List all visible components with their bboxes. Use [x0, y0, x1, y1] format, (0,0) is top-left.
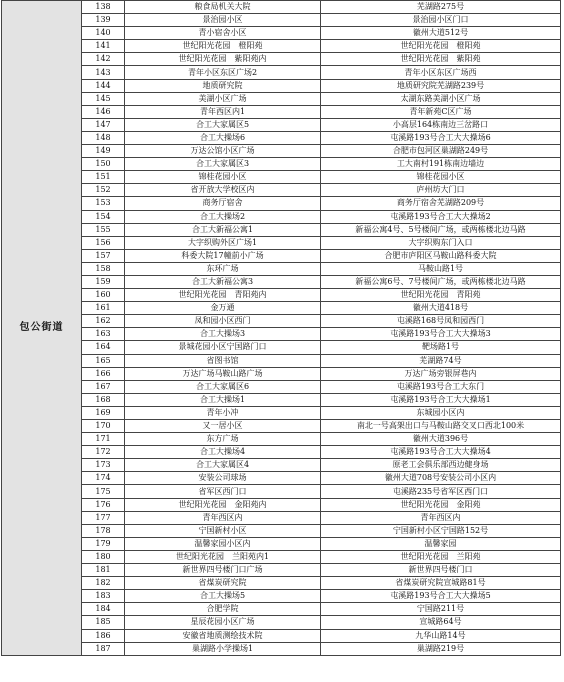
address-cell: 屯溪路193号合工大大操场6: [321, 131, 561, 144]
row-number-cell: 141: [82, 40, 125, 53]
address-cell: 屯溪路235号省军区西门口: [321, 485, 561, 498]
row-number-cell: 155: [82, 223, 125, 236]
row-number-cell: 179: [82, 537, 125, 550]
address-cell: 徽州大道512号: [321, 27, 561, 40]
table-row: [2, 158, 561, 171]
table-row: [2, 27, 561, 40]
row-number-cell: 168: [82, 393, 125, 406]
row-number-cell: 183: [82, 590, 125, 603]
table-row: [2, 485, 561, 498]
address-cell: 靶场路1号: [321, 341, 561, 354]
row-number-cell: 175: [82, 485, 125, 498]
address-cell: 巢湖路219号: [321, 642, 561, 655]
row-number-cell: 152: [82, 184, 125, 197]
table-row: [2, 145, 561, 158]
address-cell: 徽州大道708号安装公司小区内: [321, 472, 561, 485]
row-number-cell: 142: [82, 53, 125, 66]
address-cell: 工大南村191栋南边墙边: [321, 158, 561, 171]
address-cell: 屯溪路193号合工大大操场1: [321, 393, 561, 406]
place-name-cell: 合工大家属区3: [125, 158, 321, 171]
row-number-cell: 138: [82, 1, 125, 14]
row-number-cell: 172: [82, 446, 125, 459]
place-name-cell: 锦桂花园小区: [125, 171, 321, 184]
address-cell: 世纪阳光花园 青阳苑: [321, 289, 561, 302]
place-name-cell: 省图书馆: [125, 354, 321, 367]
row-number-cell: 160: [82, 289, 125, 302]
place-name-cell: 巢湖路小学操场1: [125, 642, 321, 655]
table-row: [2, 564, 561, 577]
table-row: [2, 498, 561, 511]
address-cell: 屯溪路193号合工大大操场4: [321, 446, 561, 459]
place-name-cell: 东环广场: [125, 262, 321, 275]
address-cell: 九华山路14号: [321, 629, 561, 642]
place-name-cell: 青年小冲: [125, 406, 321, 419]
address-cell: 宣城路64号: [321, 616, 561, 629]
table-row: [2, 537, 561, 550]
table-row: [2, 118, 561, 131]
address-cell: 商务厅宿舍芜湖路209号: [321, 197, 561, 210]
table-row: [2, 79, 561, 92]
address-cell: 景治园小区门口: [321, 14, 561, 27]
row-number-cell: 154: [82, 210, 125, 223]
place-name-cell: 万达广场马鞍山路广场: [125, 367, 321, 380]
table-row: [2, 197, 561, 210]
place-name-cell: 青小宿舍小区: [125, 27, 321, 40]
row-number-cell: 185: [82, 616, 125, 629]
table-row: [2, 642, 561, 655]
place-name-cell: 合工大操场6: [125, 131, 321, 144]
place-name-cell: 粮食局机关大院: [125, 1, 321, 14]
address-cell: 马鞍山路1号: [321, 262, 561, 275]
table-row: [2, 328, 561, 341]
row-number-cell: 139: [82, 14, 125, 27]
place-name-cell: 又一居小区: [125, 420, 321, 433]
place-name-cell: 省开放大学校区内: [125, 184, 321, 197]
place-name-cell: 宁国新村小区: [125, 524, 321, 537]
address-cell: 青年西区内: [321, 511, 561, 524]
place-name-cell: 凤和园小区西门: [125, 315, 321, 328]
address-cell: 温馨家园: [321, 537, 561, 550]
table-row: [2, 550, 561, 563]
row-number-cell: 170: [82, 420, 125, 433]
row-number-cell: 157: [82, 249, 125, 262]
address-cell: 徽州大道396号: [321, 433, 561, 446]
table-row: [2, 105, 561, 118]
row-number-cell: 178: [82, 524, 125, 537]
place-name-cell: 世纪阳光花园 青阳苑内: [125, 289, 321, 302]
row-number-cell: 161: [82, 302, 125, 315]
table-row: [2, 249, 561, 262]
address-cell: 青年小区东区广场西: [321, 66, 561, 79]
table-row: [2, 433, 561, 446]
table-row: [2, 131, 561, 144]
place-name-cell: 合工大新福公寓1: [125, 223, 321, 236]
table-row: [2, 53, 561, 66]
address-cell: 新福公寓4号、5号楼间广场，或两栋楼北边马路: [321, 223, 561, 236]
table-row: [2, 511, 561, 524]
table-row: [2, 629, 561, 642]
place-name-cell: 合工大操场2: [125, 210, 321, 223]
table-row: [2, 262, 561, 275]
table-row: [2, 603, 561, 616]
address-cell: 芜湖路74号: [321, 354, 561, 367]
row-number-cell: 166: [82, 367, 125, 380]
row-number-cell: 146: [82, 105, 125, 118]
row-number-cell: 156: [82, 236, 125, 249]
place-name-cell: 美湖小区广场: [125, 92, 321, 105]
address-cell: 世纪阳光花园 橙阳苑: [321, 40, 561, 53]
address-cell: 屯溪路193号合工大大操场2: [321, 210, 561, 223]
table-row: [2, 223, 561, 236]
table-row: [2, 524, 561, 537]
row-number-cell: 151: [82, 171, 125, 184]
row-number-cell: 163: [82, 328, 125, 341]
place-name-cell: 安徽省地质测绘技术院: [125, 629, 321, 642]
table-row: [2, 472, 561, 485]
address-cell: 世纪阳光花园 兰阳苑: [321, 550, 561, 563]
table-row: [2, 367, 561, 380]
address-cell: 南北一号高架出口与马鞍山路交叉口西北100米: [321, 420, 561, 433]
address-cell: 徽州大道418号: [321, 302, 561, 315]
address-cell: 锦桂花园小区: [321, 171, 561, 184]
place-name-cell: 景治园小区: [125, 14, 321, 27]
place-name-cell: 省煤炭研究院: [125, 577, 321, 590]
table-row: [2, 275, 561, 288]
table-row: [2, 210, 561, 223]
address-cell: 地质研究院芜湖路239号: [321, 79, 561, 92]
table-row: [2, 236, 561, 249]
table-row: [2, 184, 561, 197]
row-number-cell: 171: [82, 433, 125, 446]
address-cell: 屯溪路168号凤和园西门: [321, 315, 561, 328]
location-table: [1, 0, 561, 656]
address-cell: 合肥市庐阳区马鞍山路科委大院: [321, 249, 561, 262]
row-number-cell: 186: [82, 629, 125, 642]
table-row: [2, 341, 561, 354]
row-number-cell: 181: [82, 564, 125, 577]
place-name-cell: 东方广场: [125, 433, 321, 446]
row-number-cell: 180: [82, 550, 125, 563]
table-row: [2, 406, 561, 419]
place-name-cell: 万达公馆小区广场: [125, 145, 321, 158]
row-number-cell: 140: [82, 27, 125, 40]
place-name-cell: 青年西区内1: [125, 105, 321, 118]
table-row: [2, 459, 561, 472]
place-name-cell: 合工大家属区6: [125, 380, 321, 393]
row-number-cell: 174: [82, 472, 125, 485]
place-name-cell: 金万通: [125, 302, 321, 315]
address-cell: 庐州坊大门口: [321, 184, 561, 197]
place-name-cell: 青年西区内: [125, 511, 321, 524]
table-row: [2, 420, 561, 433]
place-name-cell: 青年小区东区广场2: [125, 66, 321, 79]
place-name-cell: 合工大家属区4: [125, 459, 321, 472]
row-number-cell: 150: [82, 158, 125, 171]
place-name-cell: 合工大操场4: [125, 446, 321, 459]
row-number-cell: 177: [82, 511, 125, 524]
address-cell: 大字织购东门入口: [321, 236, 561, 249]
address-cell: 万达广场旁银屏巷内: [321, 367, 561, 380]
row-number-cell: 158: [82, 262, 125, 275]
address-cell: 宁国路211号: [321, 603, 561, 616]
row-number-cell: 184: [82, 603, 125, 616]
row-number-cell: 165: [82, 354, 125, 367]
table-row: [2, 380, 561, 393]
table-row: [2, 14, 561, 27]
row-number-cell: 145: [82, 92, 125, 105]
place-name-cell: 科委大院17幢前小广场: [125, 249, 321, 262]
table-row: [2, 171, 561, 184]
address-cell: 太湖东路美湖小区广场: [321, 92, 561, 105]
place-name-cell: 世纪阳光花园 金阳苑内: [125, 498, 321, 511]
place-name-cell: 商务厅宿舍: [125, 197, 321, 210]
row-number-cell: 162: [82, 315, 125, 328]
address-cell: 世纪阳光花园 紫阳苑: [321, 53, 561, 66]
address-cell: 省煤炭研究院宣城路81号: [321, 577, 561, 590]
place-name-cell: 世纪阳光花园 兰阳苑内1: [125, 550, 321, 563]
address-cell: 小高层164栋南边三岔路口: [321, 118, 561, 131]
place-name-cell: 新世界四号楼门口广场: [125, 564, 321, 577]
address-cell: 新世界四号楼门口: [321, 564, 561, 577]
row-number-cell: 167: [82, 380, 125, 393]
district-cell: 包公街道: [2, 1, 82, 656]
address-cell: 原老工会俱乐部西边健身场: [321, 459, 561, 472]
address-cell: 东城园小区内: [321, 406, 561, 419]
table-row: [2, 66, 561, 79]
table-row: [2, 590, 561, 603]
address-cell: 青年新苑C区广场: [321, 105, 561, 118]
row-number-cell: 173: [82, 459, 125, 472]
place-name-cell: 合工大操场1: [125, 393, 321, 406]
table-row: [2, 302, 561, 315]
table-row: [2, 446, 561, 459]
address-cell: 屯溪路193号合工大东门: [321, 380, 561, 393]
table-row: [2, 577, 561, 590]
place-name-cell: 合肥学院: [125, 603, 321, 616]
place-name-cell: 合工大操场3: [125, 328, 321, 341]
row-number-cell: 159: [82, 275, 125, 288]
row-number-cell: 143: [82, 66, 125, 79]
place-name-cell: 世纪阳光花园 橙阳苑: [125, 40, 321, 53]
table-row: [2, 393, 561, 406]
row-number-cell: 164: [82, 341, 125, 354]
address-cell: 屯溪路193号合工大大操场3: [321, 328, 561, 341]
table-row: [2, 92, 561, 105]
place-name-cell: 合工大操场5: [125, 590, 321, 603]
place-name-cell: 省军区西门口: [125, 485, 321, 498]
place-name-cell: 世纪阳光花园 紫阳苑内: [125, 53, 321, 66]
address-cell: 芜湖路275号: [321, 1, 561, 14]
table-row: [2, 289, 561, 302]
address-cell: 宁国新村小区宁国路152号: [321, 524, 561, 537]
row-number-cell: 144: [82, 79, 125, 92]
row-number-cell: 148: [82, 131, 125, 144]
table-row: [2, 1, 561, 14]
place-name-cell: 合工大新福公寓3: [125, 275, 321, 288]
table-row: [2, 616, 561, 629]
table-row: [2, 40, 561, 53]
row-number-cell: 176: [82, 498, 125, 511]
place-name-cell: 大字织购外区广场1: [125, 236, 321, 249]
row-number-cell: 149: [82, 145, 125, 158]
place-name-cell: 安装公司球场: [125, 472, 321, 485]
row-number-cell: 187: [82, 642, 125, 655]
place-name-cell: 地质研究院: [125, 79, 321, 92]
table-row: [2, 354, 561, 367]
address-cell: 屯溪路193号合工大大操场5: [321, 590, 561, 603]
place-name-cell: 星辰花园小区广场: [125, 616, 321, 629]
address-cell: 新福公寓6号、7号楼间广场，或两栋楼北边马路: [321, 275, 561, 288]
place-name-cell: 景城花园小区宁国路门口: [125, 341, 321, 354]
address-cell: 世纪阳光花园 金阳苑: [321, 498, 561, 511]
place-name-cell: 温馨家园小区内: [125, 537, 321, 550]
row-number-cell: 153: [82, 197, 125, 210]
table-row: [2, 315, 561, 328]
row-number-cell: 182: [82, 577, 125, 590]
row-number-cell: 169: [82, 406, 125, 419]
address-cell: 合肥市包河区巢湖路249号: [321, 145, 561, 158]
place-name-cell: 合工大家属区5: [125, 118, 321, 131]
row-number-cell: 147: [82, 118, 125, 131]
